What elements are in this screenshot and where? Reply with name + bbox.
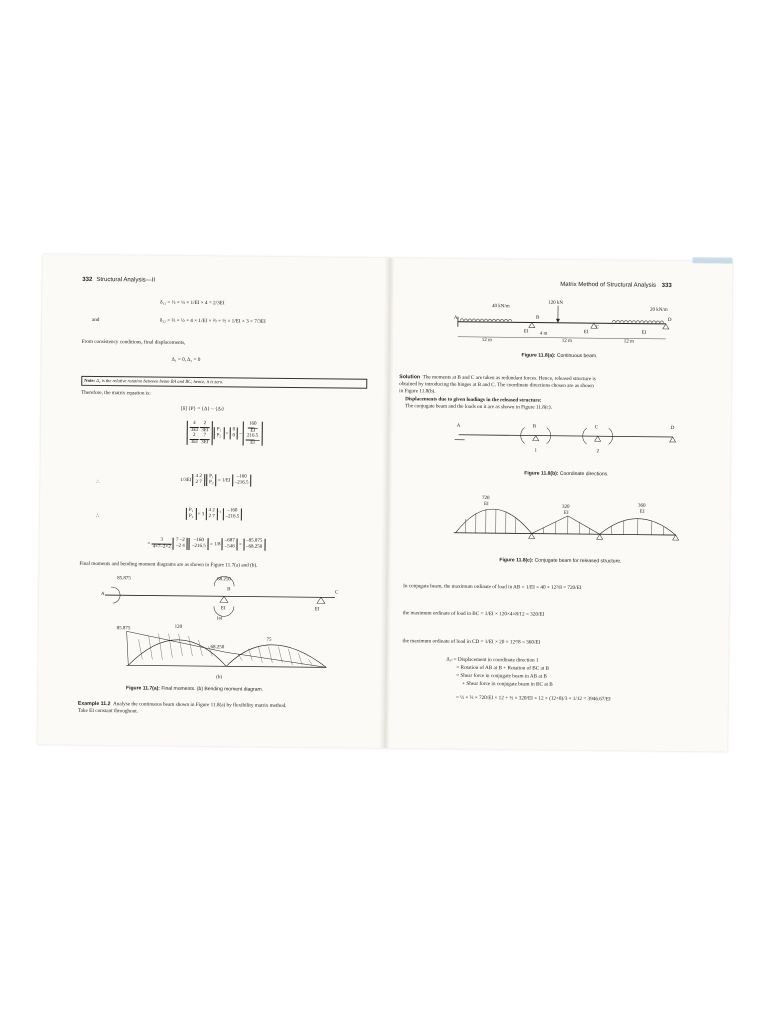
final-moments-text: Final moments and bending moment diagrams are as shown in Figure 11.7(a) and (b). [79, 560, 258, 569]
svg-text:D: D [670, 425, 675, 432]
right-running-head [560, 282, 675, 289]
note-box [81, 376, 367, 389]
therefore-symbol-1: ∴ [96, 478, 100, 486]
displacements-heading: Displacements due to given loadings in the released structure: [405, 396, 542, 404]
svg-text:68.250: 68.250 [210, 645, 225, 651]
matrix-block-4: = $\frac{3}{4\times 7-2\times 2}$ 7 –2 –2 4 –160 –216.5 = 1/8 –687 –546 = –85.875 –68.250 [147, 538, 265, 551]
right-page-number: 333 [661, 282, 672, 289]
svg-text:12 m: 12 m [623, 339, 634, 345]
left-running-head [82, 277, 155, 284]
book-spread [37, 254, 732, 751]
moment-b-label: 68.250 [217, 577, 231, 583]
svg-text:2: 2 [596, 449, 600, 455]
svg-text:EI: EI [523, 329, 529, 335]
svg-text:120 kN: 120 kN [548, 300, 564, 306]
svg-text:85.875: 85.875 [116, 626, 131, 632]
figure-11-7b [98, 623, 339, 682]
displacements-text: The conjugate beam and the loads on it are as shown in Figure 11.8(c). [404, 403, 552, 411]
note-text: Δ₂ is the relative rotation between beam BA and BC, hence, it is zero. [96, 377, 224, 385]
delta22-equation: δ₂₂ = ⅔ × ½ × 4 × 1/EI × ⅔ + ½ × 1/EI × 3 = 7/3EI [159, 317, 266, 325]
load-vector: $\frac{160}{EI}$ $\frac{216.5}{EI}$ [243, 422, 263, 446]
figure-11-7-caption: Figure 11.7(a): Final moments. (b) Bending moment diagram. [126, 685, 264, 693]
svg-text:120: 120 [174, 624, 183, 630]
delta12-equation: δ₁₂ = ½ × ½ × 1/EI × 4 = 2/3EI [160, 299, 225, 307]
delta-values: Δ₁ = 0, Δ₂ = 0 [171, 356, 201, 364]
figure-11-8a-caption: Figure 11.8(a): Continuous beam. [521, 352, 598, 360]
left-page [37, 254, 387, 748]
solution-line-3: in Figure 11.8(b). [399, 388, 436, 395]
svg-text:EI: EI [483, 502, 489, 508]
figure-11-8a [452, 299, 692, 350]
svg-text:12 m: 12 m [561, 338, 572, 344]
therefore-text: Therefore, the matrix equation is: [81, 389, 151, 397]
node-a-label: A [100, 592, 105, 598]
consistency-text: From consistency conditions, final displacements, [81, 338, 186, 346]
svg-text:1: 1 [534, 448, 538, 454]
solution-line-2: obtained by introducing the hinges at B and C. The coordinate directions chosen are as shown [399, 381, 594, 390]
figure-11-7a [99, 573, 339, 622]
note-label: Note: [84, 377, 96, 383]
example-11-2: Example 11.2 Analyse the continuous beam shown in Figure 11.8(a) by flexibility matrix method. [77, 700, 287, 709]
svg-text:B: B [532, 424, 537, 430]
sub-caption-a: (a) [216, 616, 223, 622]
delta-1l-result: = ½ × ⅔ × 720/EI × 12 + ½ × 320/EI × 12 × (12+8)/3 × 1/12 = 3946.67/EI [455, 694, 611, 703]
and-label: and [91, 316, 100, 323]
ordinate-bc: the maximum ordinate of load in BC = 1/EI × 120×4×8/12 = 320/EI [402, 610, 545, 618]
svg-text:C: C [594, 425, 599, 431]
matrix-block-3: P₁ P₂ = 3 4 2 2 $7^{-1}$ –160 –216.5 [186, 508, 242, 521]
solution-line-1: Solution The moments at B and C are taken as redundant forces. Hence, released structure is [399, 374, 596, 383]
left-page-number: 332 [82, 276, 93, 283]
svg-text:75: 75 [266, 637, 272, 643]
figure-11-8c-caption: Figure 11.8(c): Conjugate beam for released structure. [499, 557, 622, 565]
svg-text:A: A [456, 423, 461, 429]
delta-1l-line-2: = Shear force in conjugate beam in AB at B [456, 672, 547, 680]
svg-text:B: B [535, 315, 540, 321]
ordinate-cd: the maximum ordinate of load in CD = 1/EI × 20 × 12²/8 = 360/EI [402, 638, 541, 646]
delta-1l-line-3: + Shear force in conjugate beam in BC at B [462, 680, 553, 688]
svg-text:320: 320 [561, 504, 570, 510]
svg-text:EI: EI [641, 330, 647, 336]
svg-text:EI: EI [583, 330, 589, 336]
svg-text:C: C [595, 325, 600, 331]
svg-text:720: 720 [482, 496, 490, 502]
ordinate-ab: In conjugate beam, the maximum ordinate of load in AB = 1/EI × 40 × 12²/8 = 720/EI [403, 583, 582, 592]
svg-text:20 kN/m: 20 kN/m [650, 307, 668, 313]
svg-text:EI: EI [220, 606, 226, 612]
example-11-2-line2: Take EI constant throughout. [77, 707, 138, 715]
svg-text:4 m: 4 m [539, 331, 548, 337]
right-head-title: Matrix Method of Structural Analysis [560, 281, 657, 289]
svg-text:40 kN/m: 40 kN/m [492, 304, 510, 310]
figure-11-8c [450, 495, 690, 546]
svg-text:EI: EI [563, 510, 569, 516]
node-c-label: C [335, 590, 339, 596]
delta-1l-heading: Δ₁ₗ = Displacement in coordinate direction 1 [446, 656, 539, 664]
therefore-symbol-2: ∴ [95, 512, 100, 520]
svg-text:A: A [453, 315, 458, 321]
svg-text:EI: EI [314, 607, 320, 613]
svg-text:12 m: 12 m [481, 338, 492, 344]
svg-text:360: 360 [637, 503, 646, 509]
matrix-equation: [δ] {P} = {Δ} – {Δₗ} [180, 405, 225, 413]
zero-vector: 0 0 [229, 427, 238, 439]
figure-11-8b [451, 419, 691, 458]
svg-text:EI: EI [639, 509, 645, 515]
right-page [387, 258, 732, 752]
delta-1l-line-1: = Rotation of AB at B + Rotation of BC at B [456, 664, 550, 672]
flexibility-matrix: $\frac{4}{3EI}$ $\frac{2}{3EI}$ $\frac{2}{3EI}$ $\frac{7}{3EI}$ [187, 421, 213, 445]
left-head-title: Structural Analysis—II [96, 276, 156, 284]
force-vector: P₁ P₂ [214, 427, 225, 439]
matrix-block-2: 1/3EI 4 2 2 7 P₁ P₂ = 1/EI –160 –216.5 [180, 474, 251, 487]
svg-text:(b): (b) [216, 675, 223, 681]
figure-11-8b-caption: Figure 11.8(b): Coordinate directions. [524, 470, 609, 478]
node-b-label: B [227, 587, 231, 593]
moment-a-label: 85.875 [117, 576, 131, 582]
matrix-block-1: $\frac{4}{3EI}$ $\frac{2}{3EI}$ $\frac{2}{3EI}$ $\frac{7}{3EI}$ P₁ P₂ = 0 0 – $\frac{160}{EI}$ $\frac{216.5}{EI}$ [187, 421, 263, 446]
svg-text:D: D [667, 317, 672, 323]
